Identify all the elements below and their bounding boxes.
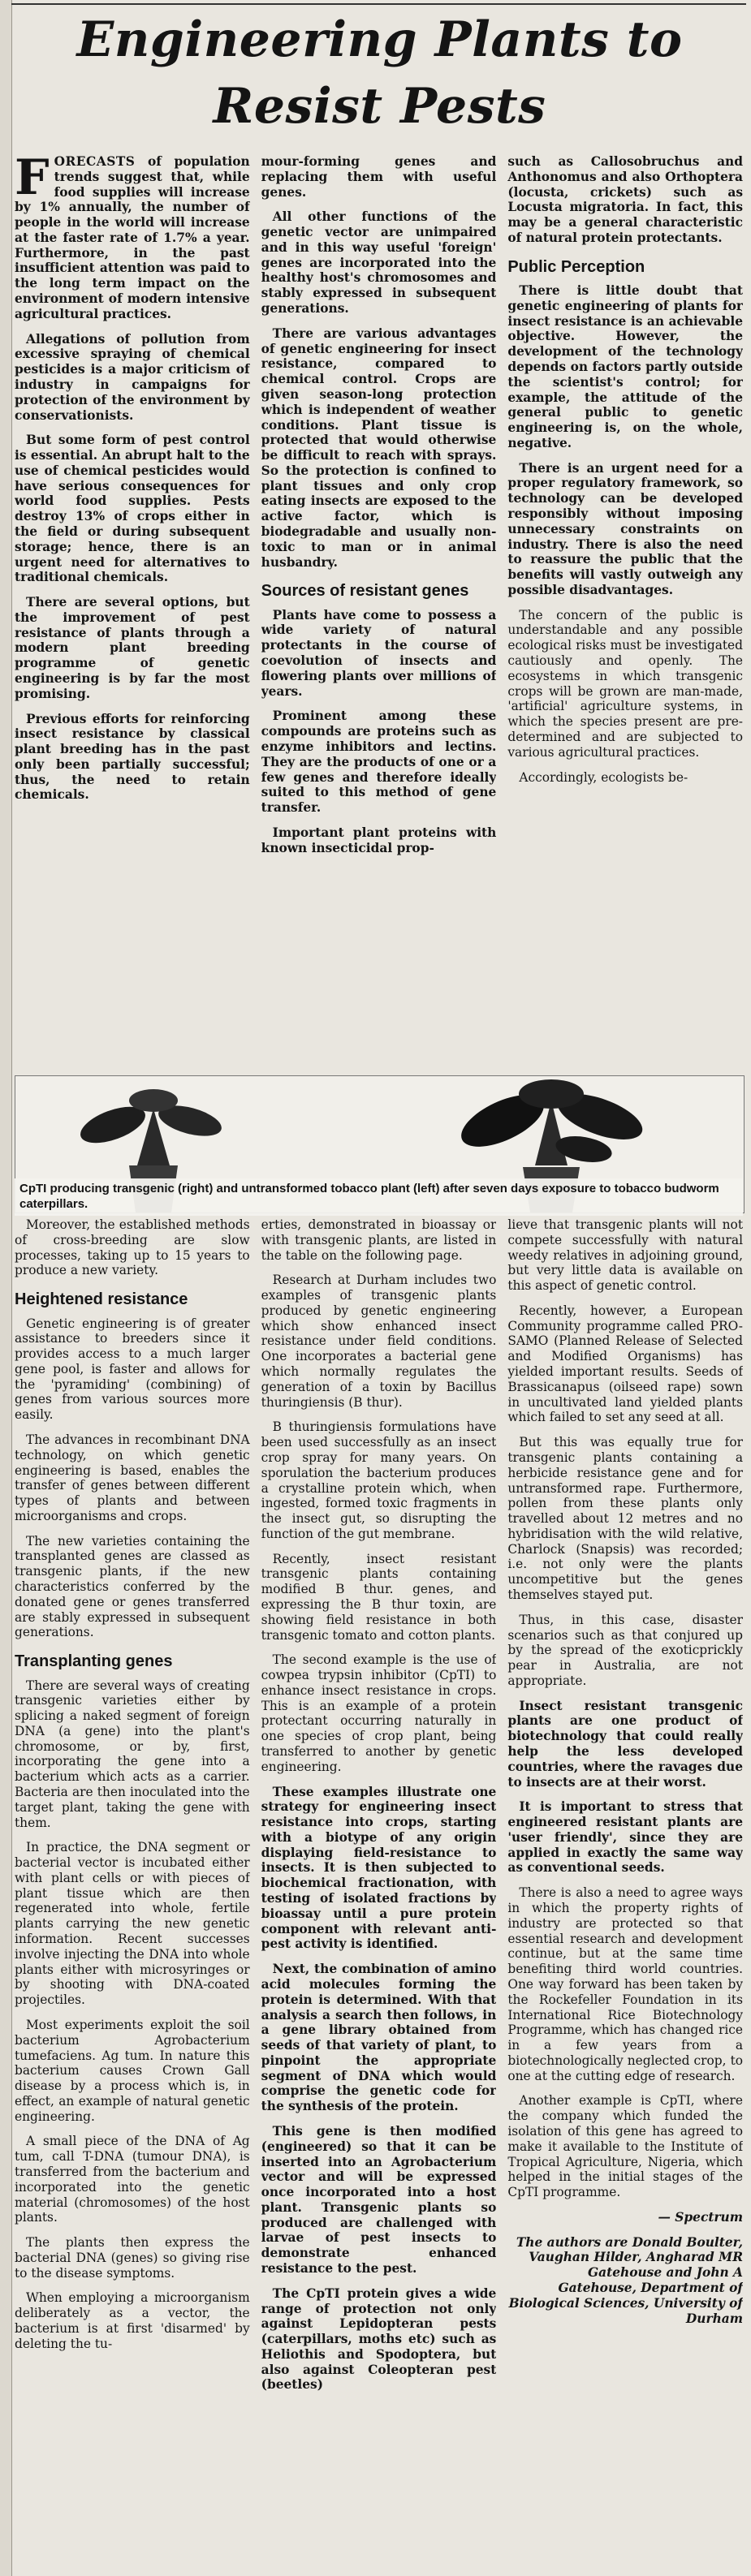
- section-heading-heightened-resistance: Heightened resistance: [15, 1290, 188, 1309]
- source-credit: — Spectrum: [658, 2209, 744, 2225]
- top-columns: [15, 154, 743, 1071]
- column-2-top: [261, 154, 497, 1071]
- paragraph: Recently, insect resistant transgenic plants containing modified B thur. genes, and expressing the B thur toxin, are showing field resistance in both transgenic tomato and cotton plants.: [261, 1551, 497, 1643]
- section-heading-transplanting-genes: Transplanting genes: [15, 1652, 173, 1671]
- paragraph: A small piece of the DNA of Ag tum, call T-DNA (tumour DNA), is transferred from the bacterium and incorporated into the genetic material (chromosomes) of the host plants.: [15, 2134, 250, 2225]
- paragraph: All other functions of the genetic vector are unimpaired and in this way useful 'foreign' genes are incorporated into the healthy host's chromosomes and stably expressed in subsequent generations.: [261, 209, 497, 317]
- photo-caption: CpTI producing transgenic (right) and untransformed tobacco plant (left) after seven days exposure to tobacco budworm caterpillars.: [15, 1178, 743, 1216]
- paragraph: B thuringiensis formulations have been used successfully as an insect crop spray for many years. On sporulation the bacterium produces a crystalline protein which, when ingested, formed toxic fragments in the insect gut, so disrupting the function of the gut membrane.: [261, 1419, 497, 1541]
- paragraph: The plants then express the bacterial DNA (genes) so giving rise to the disease symptoms.: [15, 2235, 250, 2281]
- paragraph: There is an urgent need for a proper regulatory framework, so technology can be developed responsibly without imposing unnecessary constraints on industry. There is also the need to reassure the public that the benefits will vastly outweigh any possible disadvantages.: [507, 460, 744, 597]
- paragraph: erties, demonstrated in bioassay or with transgenic plants, are listed in the table on the following page.: [261, 1217, 497, 1263]
- lead-text: of population trends suggest that, while food supplies will increase by 1% annually, the number of people in the world will increase at the faster rate of 1.7% a year. Furthermore, in the past insufficient attention was paid to the long term impact on the environment of modern intensive agricultural practices.: [15, 154, 250, 321]
- section-heading-public-perception: Public Perception: [507, 257, 645, 276]
- paragraph: The concern of the public is understandable and any possible ecological risks must be investigated cautiously and openly. The ecosystems in which transgenic crops will be grown are man-made, 'artificial' agriculture systems, in which the species present are pre-determined and are subjected to various agricultural practices.: [507, 607, 744, 760]
- paragraph: It is important to stress that engineered resistant plants are 'user friendly', since they are applied in exactly the same way as conventional seeds.: [507, 1799, 744, 1876]
- paragraph: But this was equally true for transgenic plants containing a herbicide resistance gene and for untransformed rape. Furthermore, pollen from these plants only travelled about 12 metres and no hybridisation with the wild relative, Charlock (Snapsis) was recorded; i.e. not only were the plants uncompetitive but the genes themselves stayed put.: [507, 1435, 744, 1602]
- adjacent-column-edge: [0, 0, 12, 2576]
- column-1-bottom: [15, 1217, 250, 2568]
- paragraph: Allegations of pollution from excessive spraying of chemical pesticides is a major criticism of industry in campaigns for protection of the environment by conservationists.: [15, 331, 250, 423]
- paragraph: Recently, however, a European Community programme called PRO-SAMO (Planned Release of Selected and Modified Organisms) has yielded important results. Seeds of Brassicanapus (oilseed rape) sown in uncultivated land yielded plants which failed to set any seed at all.: [507, 1303, 744, 1425]
- paragraph: Previous efforts for reinforcing insect resistance by classical plant breeding has in the past only been partially successful; thus, the need to retain chemicals.: [15, 711, 250, 803]
- header-rule: [11, 3, 746, 5]
- paragraph: lieve that transgenic plants will not compete successfully with natural weedy relatives in adjoining ground, but very little data is available on this aspect of genetic control.: [507, 1217, 744, 1294]
- lead-paragraph: [15, 154, 250, 322]
- paragraph: mour-forming genes and replacing them with useful genes.: [261, 154, 497, 200]
- paragraph: There are various advantages of genetic engineering for insect resistance, compared to chemical control. Crops are given season-long protection which is independent of weather conditions. Plant tissue is protected that would otherwise be difficult to reach with sprays. So the protection is confined to plant tissues and only crop eating insects are exposed to the active factor, which is biodegradable and usually non-toxic to man or in animal husbandry.: [261, 325, 497, 570]
- paragraph: Prominent among these compounds are proteins such as enzyme inhibitors and lectins. They are the products of one or a few genes and therefore ideally suited to this method of gene transfer.: [261, 709, 497, 816]
- paragraph: Moreover, the established methods of cross-breeding are slow processes, taking up to 15 years to produce a new variety.: [15, 1217, 250, 1278]
- section-heading-sources: Sources of resistant genes: [261, 582, 469, 601]
- lead-caps: ORECASTS: [54, 154, 136, 169]
- author-credit: The authors are Donald Boulter, Vaughan Hilder, Angharad MR Gatehouse and John A Gatehouse, Department of Biological Sciences, University of Durham: [508, 2234, 744, 2326]
- paragraph: Most experiments exploit the soil bacterium Agrobacterium tumefaciens. Ag tum. In nature this bacterium causes Crown Gall disease by a process which is, in effect, an example of natural genetic engineering.: [15, 2017, 250, 2124]
- paragraph: Another example is CpTI, where the company which funded the isolation of this gene has agreed to make it available to the Institute of Tropical Agriculture, Nigeria, which helped in the initial stages of the CpTI programme.: [507, 2093, 744, 2200]
- paragraph: Research at Durham includes two examples of transgenic plants produced by genetic engineering which show enhanced insect resistance under field conditions. One incorporates a bacterial gene which normally regulates the generation of a toxin by Bacillus thuringiensis (B thur).: [261, 1273, 497, 1410]
- paragraph: Insect resistant transgenic plants are one product of biotechnology that could really help the less developed countries, where the ravages due to insects are at their worst.: [507, 1698, 744, 1790]
- paragraph: Accordingly, ecologists be-: [519, 769, 688, 785]
- paragraph: There are several options, but the improvement of pest resistance of plants through a modern plant breeding programme of genetic engineering is by far the most promising.: [15, 595, 250, 701]
- paragraph: Plants have come to possess a wide variety of natural protectants in the course of coevolution of insects and flowering plants over millions of years.: [261, 607, 497, 699]
- column-3-bottom: [507, 1217, 743, 2568]
- paragraph: The advances in recombinant DNA technology, on which genetic engineering is based, enables the transfer of genes between different types of plants and between microorganisms and crops.: [15, 1432, 250, 1523]
- paragraph: Next, the combination of amino acid molecules forming the protein is determined. With that analysis a search then follows, in a gene library obtained from seeds of that variety of plant, to pinpoint the appropriate segment of DNA which would comprise the genetic code for the synthesis of the protein.: [261, 1962, 497, 2114]
- paragraph: These examples illustrate one strategy for engineering insect resistance into crops, starting with a biotype of any origin displaying field-resistance to insects. It is then subjected to biochemical fractionation, with testing of isolated fractions by bioassay until a pure protein component with relevant anti-pest activity is identified.: [261, 1784, 497, 1952]
- paragraph: But some form of pest control is essential. An abrupt halt to the use of chemical pesticides would have serious consequences for world food supplies. Pests destroy 13% of crops either in the field or during subsequent storage; hence, there is an urgent need for alternatives to traditional chemicals.: [15, 433, 250, 585]
- column-3-top: [507, 154, 743, 1071]
- headline: Engineering Plants to Resist Pests: [76, 11, 683, 135]
- paragraph: such as Callosobruchus and Anthonomus and also Orthoptera (locusta, crickets) such as Locusta migratoria. In fact, this may be a general characteristic of natural protein protectants.: [507, 154, 744, 245]
- paragraph: This gene is then modified (engineered) so that it can be inserted into an Agrobacterium vector and will be expressed once incorporated into a host plant. Transgenic plants so produced are challenged with larvae of pest insects to demonstrate enhanced resistance to the pest.: [261, 2123, 497, 2276]
- bottom-columns: [15, 1217, 743, 2568]
- paragraph: The CpTI protein gives a wide range of protection not only against Lepidopteran pests (caterpillars, moths etc) such as Heliothis and Spodoptera, but also against Coleopteran pest (beetles): [261, 2285, 497, 2393]
- paragraph: There is little doubt that genetic engineering of plants for insect resistance is an achievable objective. However, the development of the technology depends on factors partly outside the scientist's control; for example, the attitude of the general public to genetic engineering is, on the whole, negative.: [507, 283, 744, 450]
- paragraph: When employing a microorganism deliberately as a vector, the bacterium is at first 'disarmed' by deleting the tu-: [15, 2290, 250, 2351]
- paragraph: The new varieties containing the transplanted genes are classed as transgenic plants, if the new characteristics conferred by the donated gene or genes transferred are stably expressed in subsequent generations.: [15, 1533, 250, 1640]
- column-2-bottom: [261, 1217, 497, 2568]
- paragraph: The second example is the use of cowpea trypsin inhibitor (CpTI) to enhance insect resistance in crops. This is an example of a protein protectant occurring naturally in one species of crop plant, being transferred to another by genetic engineering.: [261, 1652, 497, 1774]
- column-1-top: [15, 154, 250, 1071]
- drop-cap: F: [15, 154, 50, 206]
- paragraph: In practice, the DNA segment or bacterial vector is incubated either with plant cells or with pieces of plant tissue which are then regenerated into whole, fertile plants carrying the new genetic information. Recent successes involve injecting the DNA into whole plants either with microsyringes or by shooting with DNA-coated projectiles.: [15, 1840, 250, 2008]
- paragraph: Thus, in this case, disaster scenarios such as that conjured up by the spread of the exoticprickly pear in Australia, are not appropriate.: [507, 1612, 744, 1688]
- paragraph: Genetic engineering is of greater assistance to breeders since it provides access to a much larger gene pool, is faster and allows for the 'pyramiding' (combining) of genes from various sources more easily.: [15, 1316, 250, 1423]
- paragraph: There is also a need to agree ways in which the property rights of industry are protected so that essential research and development continue, but at the same time benefiting third world countries. One way forward has been taken by the Rockefeller Foundation in its International Rice Biotechnology Programme, which has changed rice in a few years from a biotechnologically neglected crop, to one at the cutting edge of research.: [507, 1885, 744, 2083]
- paragraph: There are several ways of creating transgenic varieties either by splicing a naked segment of foreign DNA (a gene) into the plant's chromosome, or by, first, incorporating the gene into a bacterium which acts as a carrier. Bacteria are then inoculated into the target plant, taking the gene with them.: [15, 1678, 250, 1830]
- paragraph: Important plant proteins with known insecticidal prop-: [261, 825, 497, 855]
